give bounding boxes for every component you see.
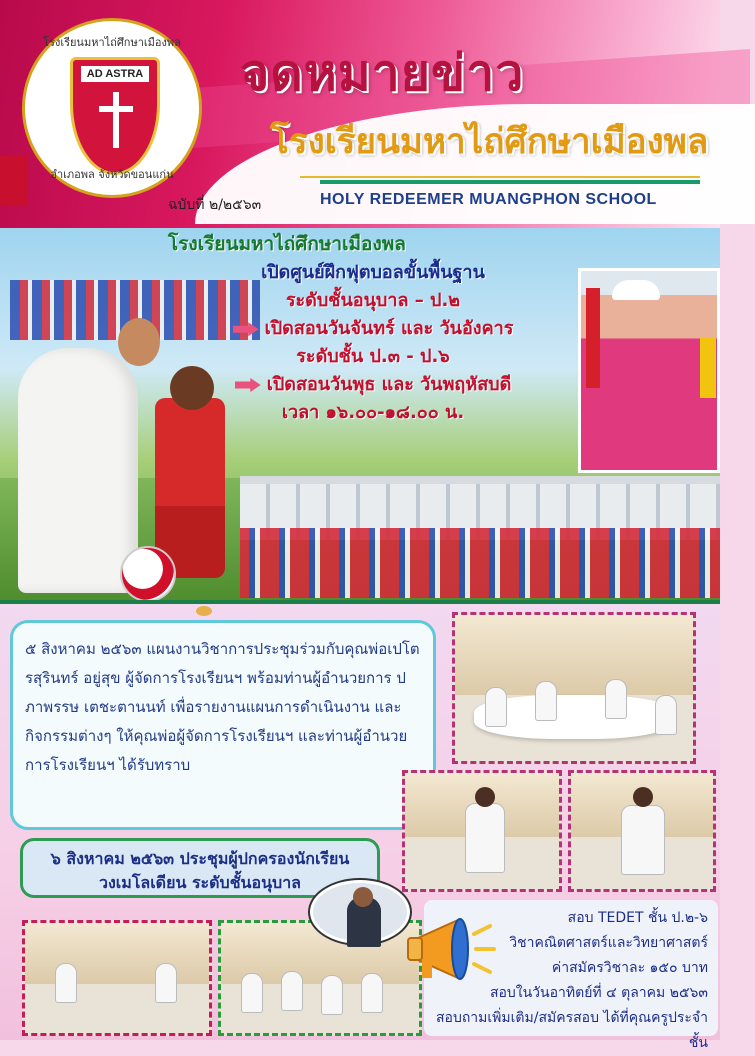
- announcement-days-1: เปิดสอนวันจันทร์ และ วันอังคาร: [168, 315, 578, 343]
- tedet-line-1: สอบ TEDET ชั้น ป.๒-๖: [567, 910, 708, 926]
- arrow-right-icon: [235, 378, 261, 392]
- director-figure: [621, 805, 665, 875]
- issue-number: ฉบับที่ ๒/๒๕๖๓: [168, 197, 262, 213]
- header-gold-line: [300, 176, 700, 178]
- tedet-line-2: วิชาคณิตศาสตร์และวิทยาศาสตร์: [509, 935, 708, 951]
- attendee: [535, 681, 557, 721]
- header-green-line: [320, 180, 700, 184]
- manager-desk-photo: [402, 770, 562, 892]
- photo-wall: [25, 923, 209, 984]
- priest-head: [118, 318, 160, 366]
- parent-meeting-photo-2: [218, 920, 422, 1036]
- attendee: [55, 963, 77, 1003]
- announcement-headline: เปิดศูนย์ฝึกฟุตบอลขั้นพื้นฐาน: [261, 262, 485, 284]
- section-divider: [0, 600, 720, 604]
- meeting-room-photo: [452, 612, 696, 764]
- announcement-time: เวลา ๑๖.๐๐-๑๘.๐๐ น.: [281, 401, 465, 423]
- announcement-school-name: โรงเรียนมหาไถ่ศึกษาเมืองพล: [168, 233, 406, 255]
- announcement-level-2: ระดับชั้น ป.๓ - ป.๖: [296, 346, 450, 368]
- parent: [241, 973, 263, 1013]
- parent-meeting-photo-1: [22, 920, 212, 1036]
- group-photo-students: [240, 528, 720, 598]
- school-name-thai: โรงเรียนมหาไถ่ศึกษาเมืองพล: [270, 122, 709, 162]
- football-center-banner: [0, 228, 720, 600]
- speaker-circle-photo: [310, 880, 410, 944]
- director-head: [633, 787, 653, 807]
- parent: [321, 975, 343, 1015]
- cross-icon: [113, 92, 119, 148]
- football-announcement: [168, 230, 578, 427]
- parent: [281, 971, 303, 1011]
- seal-ring-top-text: โรงเรียนมหาไถ่ศึกษาเมืองพล: [43, 36, 181, 49]
- priest-figure: [18, 348, 138, 593]
- seal-shield: [70, 57, 160, 175]
- parent-meeting-line-2: วงเมโลเดียน ระดับชั้นอนุบาล: [99, 873, 301, 892]
- megaphone-icon: [404, 908, 500, 992]
- announcement-days-2: เปิดสอนวันพุธ และ วันพฤหัสบดี: [168, 371, 578, 399]
- meeting-story-box: [10, 620, 436, 830]
- manager-figure: [465, 803, 505, 873]
- meeting-story-text: ๕ สิงหาคม ๒๕๖๓ แผนงานวิชาการประชุมร่วมกับคุณพ่อเปโตรสุรินทร์ อยู่สุข ผู้จัดการโรงเรียนฯ พร้อมท่านผู้อำนวยการ ปภาพรรษ เตชะตานนท์ เพื่อรายงานแผนการดำเนินงาน และกิจกรรมต่างๆ ให้คุณพ่อผู้จัดการโรงเรียนฯ และท่านผู้อำนวยการโรงเรียนฯ ได้รับทราบ: [25, 640, 420, 774]
- manager-head: [475, 787, 495, 807]
- seal-motto: AD ASTRA: [81, 66, 149, 82]
- seal-ring-bottom-text: อำเภอพล จังหวัดขอนแก่น: [50, 168, 174, 181]
- photo-wall: [455, 615, 693, 695]
- red-flag: [586, 288, 600, 388]
- white-cap: [612, 280, 660, 300]
- school-name-english: HOLY REDEEMER MUANGPHON SCHOOL: [320, 191, 657, 208]
- speaker-head: [353, 887, 373, 907]
- attendee: [655, 695, 677, 735]
- yellow-flag: [700, 338, 716, 398]
- tedet-line-4: สอบในวันอาทิตย์ที่ ๔ ตุลาคม ๒๕๖๓: [489, 985, 708, 1001]
- tedet-line-5: สอบถามเพิ่มเติม/สมัครสอบ ได้ที่คุณครูประจำชั้น: [435, 1010, 708, 1051]
- school-seal-logo: [22, 18, 202, 198]
- tedet-line-3: ค่าสมัครวิชาละ ๑๕๐ บาท: [551, 960, 708, 976]
- attendee: [605, 679, 627, 719]
- newsletter-title: จดหมายข่าว: [240, 43, 525, 102]
- announcement-level-1: ระดับชั้นอนุบาล – ป.๒: [285, 290, 461, 312]
- confetti-decor: [196, 606, 212, 616]
- attendee: [485, 687, 507, 727]
- arrow-right-icon: [233, 322, 259, 336]
- parent-meeting-line-1: ๖ สิงหาคม ๒๕๖๓ ประชุมผู้ปกครองนักเรียน: [50, 849, 350, 868]
- football-icon: [120, 546, 176, 602]
- newsletter-header: [0, 0, 720, 228]
- cross-icon-bar: [99, 106, 133, 112]
- seal-ribbon: [0, 156, 28, 206]
- parent: [361, 973, 383, 1013]
- attendee: [155, 963, 177, 1003]
- director-desk-photo: [568, 770, 716, 892]
